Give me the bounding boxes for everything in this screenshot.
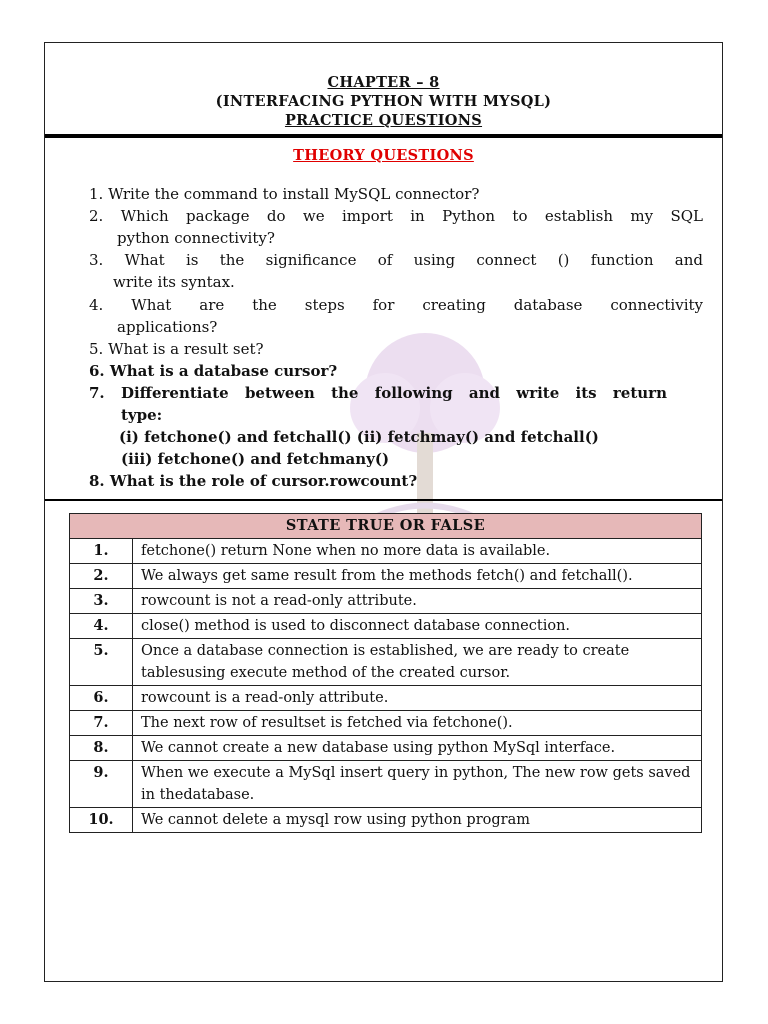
table-row: 1. fetchone() return None when no more data is available. <box>70 539 702 564</box>
section-divider <box>45 499 722 501</box>
question-1: 1. Write the command to install MySQL connector? <box>89 185 480 203</box>
question-3: 3. What is the significance of using connect () function and <box>89 251 703 269</box>
table-row: 8. We cannot create a new database using python MySql interface. <box>70 736 702 761</box>
question-7: 7. Differentiate between the following and write its return <box>89 384 667 402</box>
document-page <box>44 42 723 982</box>
table-row: 5. Once a database connection is established, we are ready to create tablesusing execute method of the created cursor. <box>70 639 702 686</box>
question-8: 8. What is the role of cursor.rowcount? <box>89 472 418 490</box>
theory-section-title: THEORY QUESTIONS <box>293 147 474 164</box>
question-7-part-a: (i) fetchone() and fetchall() (ii) fetchmay() and fetchall() <box>119 428 599 446</box>
question-6: 6. What is a database cursor? <box>89 362 338 380</box>
table-row: 2. We always get same result from the methods fetch() and fetchall(). <box>70 564 702 589</box>
table-row: 7. The next row of resultset is fetched via fetchone(). <box>70 711 702 736</box>
header-divider <box>45 134 722 138</box>
chapter-title: CHAPTER – 8 <box>327 74 440 91</box>
question-3-cont: write its syntax. <box>113 273 235 291</box>
chapter-subtitle: (INTERFACING PYTHON WITH MYSQL) <box>215 93 552 110</box>
question-7-part-b: (iii) fetchone() and fetchmany() <box>121 450 390 468</box>
question-7-type: type: <box>121 406 163 424</box>
table-row: 4. close() method is used to disconnect database connection. <box>70 614 702 639</box>
question-4: 4. What are the steps for creating database connectivity <box>89 296 703 314</box>
table-row: 9. When we execute a MySql insert query in python, The new row gets saved in thedatabase. <box>70 761 702 808</box>
question-2-cont: python connectivity? <box>117 229 275 247</box>
question-5: 5. What is a result set? <box>89 340 264 358</box>
chapter-header <box>45 43 722 130</box>
question-2: 2. Which package do we import in Python to establish my SQL <box>89 207 703 225</box>
table-row: 3. rowcount is not a read-only attribute. <box>70 589 702 614</box>
table-row: 6. rowcount is a read-only attribute. <box>70 686 702 711</box>
true-false-table <box>69 513 702 833</box>
table-row: 10. We cannot delete a mysql row using python program <box>70 808 702 833</box>
practice-title: PRACTICE QUESTIONS <box>284 112 483 129</box>
true-false-title: STATE TRUE OR FALSE <box>70 514 702 539</box>
question-4-cont: applications? <box>117 318 218 336</box>
